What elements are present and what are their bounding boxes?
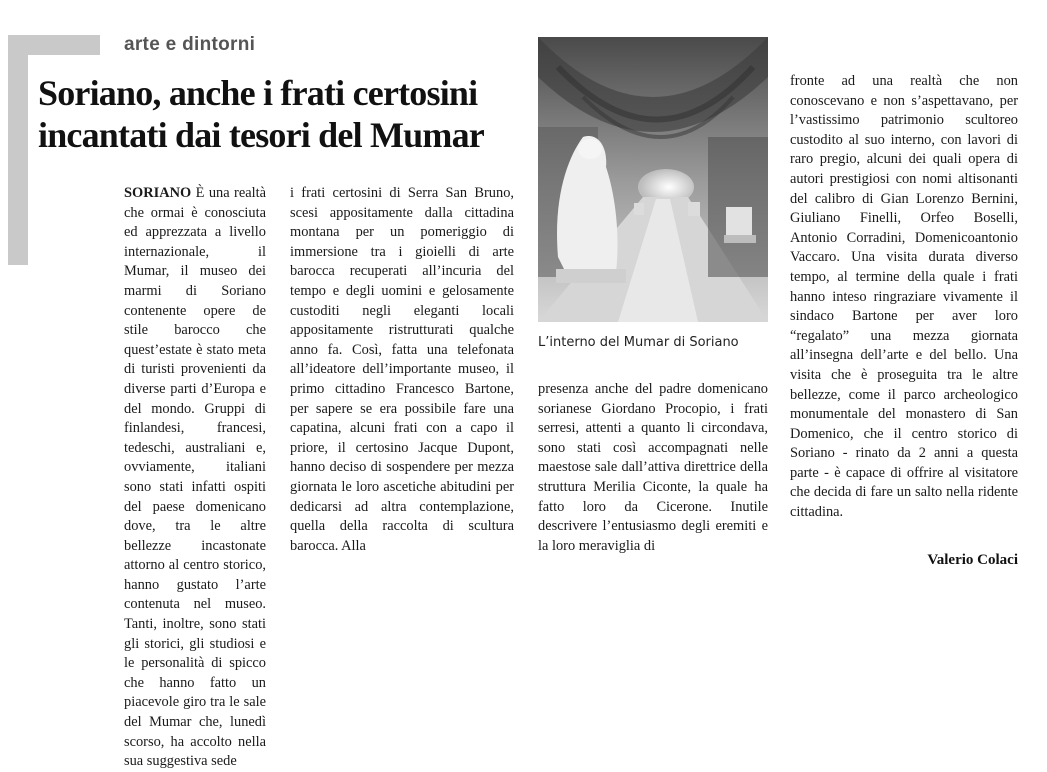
article-column-4: fronte ad una realtà che non conoscevano e non s’aspettavano, per l’vastissimo patrimonio scultoreo custodito al suo interno, con lavori di raro pregio, alcuni dei quali opera di autori prestigiosi con nomi altisonanti del calibro di Gian Lorenzo Bernini, Giuliano Finelli, Orfeo Boselli, Antonio Corradini, Domenicoantonio Vaccaro. Una visita durata diverso tempo, al termine della quale i frati hanno inteso ringraziare vivamente il sindaco Bartone per aver loro “regalato” una mezza giornata all’insegna dell’arte e del bello. Una visita che è proseguita tra le altre bellezze, come il parco archeologico monumentale del monastero di San Domenico, che il centro storico di Soriano - rinato da 2 anni a questa parte - è capace di offrire al visitatore che decida di fare un salto nella ridente cittadina. xyxy=(790,73,1018,521)
article-column-2: i frati certosini di Serra San Bruno, scesi appositamente dalla cittadina montana per un pomeriggio di immersione tra i gioielli di arte barocca recuperati all’incuria del tempo e degli uomini e gelosamente custoditi negli eleganti locali appositamente ristrutturati qualche anno fa. Così, fatta una telefonata all’ideatore dell’importante museo, il primo cittadino Francesco Bartone, per sapere se era possibile fare una capatina, alcuni frati con a capo il priore, il certosino Jacque Dupont, hanno deciso di sospendere per mezza giornata le loro ascetiche abitudini per dedicarsi ad altra contemplazione, quella della raccolta di scultura barocca. Alla xyxy=(290,185,514,554)
photo-caption: L’interno del Mumar di Soriano xyxy=(538,335,739,350)
article-column-1 xyxy=(124,184,266,772)
column-1-text: È una realtà che ormai è conosciuta ed apprezzata a livello internazionale, il Mumar, il museo dei marmi di Soriano contenente opere de stile barocco che quest’estate è stato meta di turisti provenienti da diverse parti d’Europa e del mondo. Gruppi di finlandesi, francesi, tedeschi, australiani e, ovviamente, italiani sono stati infatti ospiti del paese domenicano dove, tra le altre bellezze incastonate attorno al centro storico, hanno gustato l’arte contenuta nel museo. Tanti, inoltre, sono stati gli storici, gli studiosi e le personalità di spicco che hanno fatto un piacevole giro tra le sale del Mumar che, lunedì scorso, ha accolto nella sua suggestiva sede xyxy=(124,185,266,770)
headline-line-1: Soriano, anche i frati certosini xyxy=(38,73,478,113)
decorative-frame-left xyxy=(8,35,28,265)
headline xyxy=(38,72,528,156)
headline-line-2: incantati dai tesori del Mumar xyxy=(38,115,484,155)
museum-interior-illustration xyxy=(538,37,768,322)
byline: Valerio Colaci xyxy=(927,552,1018,568)
dateline: SORIANO xyxy=(124,185,192,201)
museum-photo xyxy=(538,37,768,322)
section-label: arte e dintorni xyxy=(124,34,256,55)
article-column-3: presenza anche del padre domenicano sorianese Giordano Procopio, i frati serresi, attenti a quanto li circondava, sono stati così accompagnati nelle maestose sale dall’attiva direttrice della struttura Merilia Ciconte, la quale ha fatto loro da Cicerone. Inutile descrivere l’entusiasmo degli eremiti e la loro meraviglia di xyxy=(538,381,768,554)
